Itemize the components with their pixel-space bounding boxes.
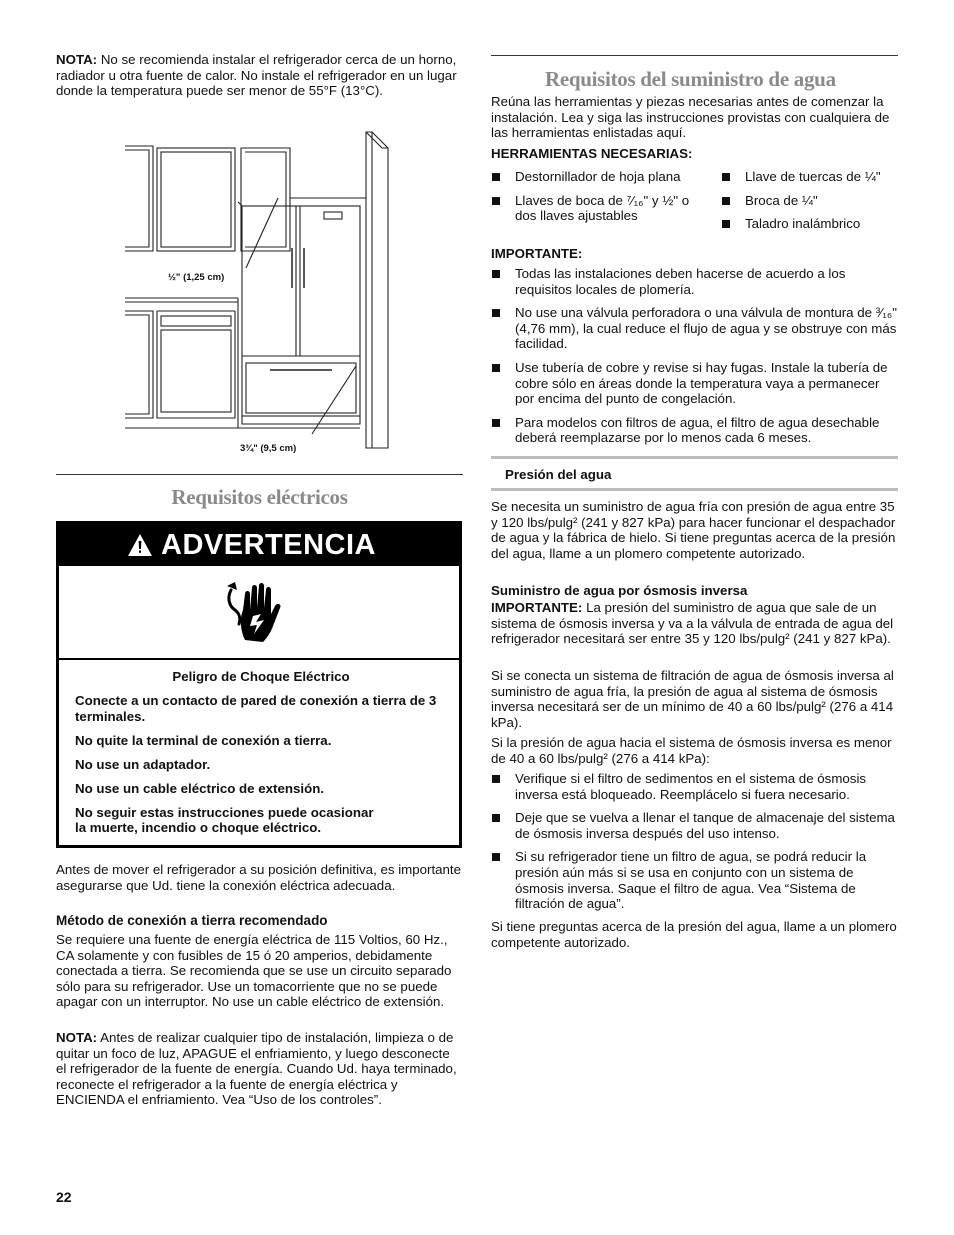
intro-note	[56, 52, 463, 99]
ro-item: Si su refrigerador tiene un filtro de agua, se podrá reducir la presión aún más si se usa en conjunto con un sistema de ósmosis inversa. Saque el filtro de agua. Vea “Sistema de filtración de agua”.	[491, 849, 898, 911]
diagram-label-three-quarter-inch: 3¾" (9,5 cm)	[240, 443, 297, 454]
ro-important-label: IMPORTANTE:	[491, 600, 583, 615]
section-divider	[491, 55, 898, 56]
ro-item: Deje que se vuelva a llenar el tanque de almacenaje del sistema de ósmosis inversa después del uso intenso.	[491, 810, 898, 841]
note-text: No se recomienda instalar el refrigerador cerca de un horno, radiador u otra fuente de calor. No instale el refrigerador en un lugar donde la temperatura puede ser menor de 55°F (13°C).	[56, 52, 457, 99]
tool-item: Llaves de boca de ⁷⁄₁₆" y ½" o dos llaves ajustables	[491, 193, 704, 224]
grounding-paragraph	[56, 932, 463, 1010]
before-move-paragraph	[56, 862, 463, 893]
tool-item: Destornillador de hoja plana	[491, 169, 704, 185]
electric-shock-hand-icon	[227, 580, 287, 644]
warning-line: Conecte a un contacto de pared de conexión a tierra de 3 terminales.	[75, 692, 437, 724]
water-intro	[491, 94, 898, 141]
grounding-heading: Método de conexión a tierra recomendado	[56, 913, 328, 928]
ro-text-3: Si la presión de agua hacia el sistema de ósmosis inversa es menor de 40 a 60 lbs/pulg² (276 a 414 kPa):	[491, 735, 892, 766]
important-item: No use una válvula perforadora o una válvula de montura de ³⁄₁₆" (4,76 mm), la cual reduce el flujo de agua y se obstruye con más facilidad.	[491, 305, 898, 352]
important-heading: IMPORTANTE:	[491, 246, 583, 261]
diagram-label-half-inch: ½" (1,25 cm)	[168, 272, 225, 283]
warning-line: No use un cable eléctrico de extensión.	[75, 780, 325, 796]
warning-line: No use un adaptador.	[75, 756, 211, 772]
ro-heading: Suministro de agua por ósmosis inversa	[491, 583, 748, 598]
ro-important-text: La presión del suministro de agua que sale de un sistema de ósmosis inversa y va a la válvula de entrada de agua del refrigerador necesitará ser entre 35 y 120 lbs/pulg² (241 y 827 kPa).	[491, 600, 894, 647]
section-divider	[56, 474, 463, 475]
ro-paragraph-3	[491, 735, 898, 766]
note2-label: NOTA:	[56, 1030, 98, 1045]
grounding-text: Se requiere una fuente de energía eléctrica de 115 Voltios, 60 Hz., CA solamente y con fusibles de 15 ó 20 amperios, debidamente conectada a tierra. Se recomienda que se use un circuito separado sólo para su refrigerador. Use un tomacorriente que no se puede apagar con un interruptor. No use un cable eléctrico de extensión.	[56, 932, 452, 1010]
electrical-heading: Requisitos eléctricos	[171, 485, 348, 509]
subsection-bottom-bar	[491, 488, 898, 491]
warning-line: No seguir estas instrucciones puede ocasionar la muerte, incendio o choque eléctrico.	[75, 804, 374, 836]
note2-text: Antes de realizar cualquier tipo de instalación, limpieza o de quitar un foco de luz, APAGUE el enfriamiento, y luego desconecte el refrigerador de la fuente de energía. Cuando Ud. haya terminado, reconecte el refrigerador a la fuente de energía eléctrica y ENCIENDA el enfriamiento. Vea “Uso de los controles”.	[56, 1030, 457, 1108]
before-move-text: Antes de mover el refrigerador a su posición definitiva, es importante asegurarse que Ud. tiene la conexión eléctrica adecuada.	[56, 862, 462, 893]
ro-important-paragraph	[491, 600, 898, 647]
tools-list-left	[491, 169, 704, 224]
warning-title: ADVERTENCIA	[161, 529, 376, 561]
closing-text: Si tiene preguntas acerca de la presión del agua, llame a un plomero competente autorizado.	[491, 919, 897, 950]
warning-triangle-icon	[127, 533, 153, 557]
pressure-heading: Presión del agua	[505, 467, 612, 482]
tools-list-right	[721, 169, 898, 232]
water-intro-text: Reúna las herramientas y piezas necesarias antes de comenzar la instalación. Lea y siga las instrucciones provistas con cualquiera de las herramientas enlistadas aquí.	[491, 94, 890, 141]
page-number: 22	[56, 1189, 72, 1205]
warning-body	[75, 669, 447, 844]
water-heading: Requisitos del suministro de agua	[545, 67, 836, 91]
ro-list	[491, 771, 898, 912]
pressure-paragraph	[491, 499, 898, 561]
tools-heading: HERRAMIENTAS NECESARIAS:	[491, 146, 693, 161]
warning-header	[59, 524, 459, 566]
important-item: Todas las instalaciones deben hacerse de acuerdo a los requisitos locales de plomería.	[491, 266, 898, 297]
subsection-top-bar	[491, 456, 898, 459]
important-item: Para modelos con filtros de agua, el filtro de agua desechable deberá reemplazarse por lo menos cada 6 meses.	[491, 415, 898, 446]
refrigerator-installation-diagram	[120, 128, 400, 458]
warning-icon-area	[59, 566, 459, 660]
important-item: Use tubería de cobre y revise si hay fugas. Instale la tubería de cobre sólo en áreas donde la temperatura vaya a permanecer por encima del punto de congelación.	[491, 360, 898, 407]
tool-item: Broca de ¼"	[721, 193, 898, 209]
ro-item: Verifique si el filtro de sedimentos en el sistema de ósmosis inversa está bloqueado. Reemplácelo si fuera necesario.	[491, 771, 898, 802]
warning-line: No quite la terminal de conexión a tierra.	[75, 732, 332, 748]
warning-box	[56, 521, 462, 848]
tool-item: Taladro inalámbrico	[721, 216, 898, 232]
tool-item: Llave de tuercas de ¼"	[721, 169, 898, 185]
important-list	[491, 266, 898, 446]
closing-paragraph	[491, 919, 898, 950]
note2-paragraph	[56, 1030, 463, 1108]
note-label: NOTA:	[56, 52, 98, 67]
pressure-text: Se necesita un suministro de agua fría con presión de agua entre 35 y 120 lbs/pulg² (241 y 827 kPa) para hacer funcionar el despachador de agua y la fábrica de hielo. Si tiene preguntas acerca de la presión del agua, llame a un plomero competente autorizado.	[491, 499, 896, 561]
warning-hazard: Peligro de Choque Eléctrico	[172, 669, 350, 684]
ro-paragraph-2	[491, 668, 898, 730]
ro-text-2: Si se conecta un sistema de filtración de agua de ósmosis inversa al suministro de agua fría, la presión de agua al sistema de ósmosis inversa necesitará ser de un mínimo de 40 a 60 lbs/pulg² (276 a 414 kPa).	[491, 668, 894, 730]
